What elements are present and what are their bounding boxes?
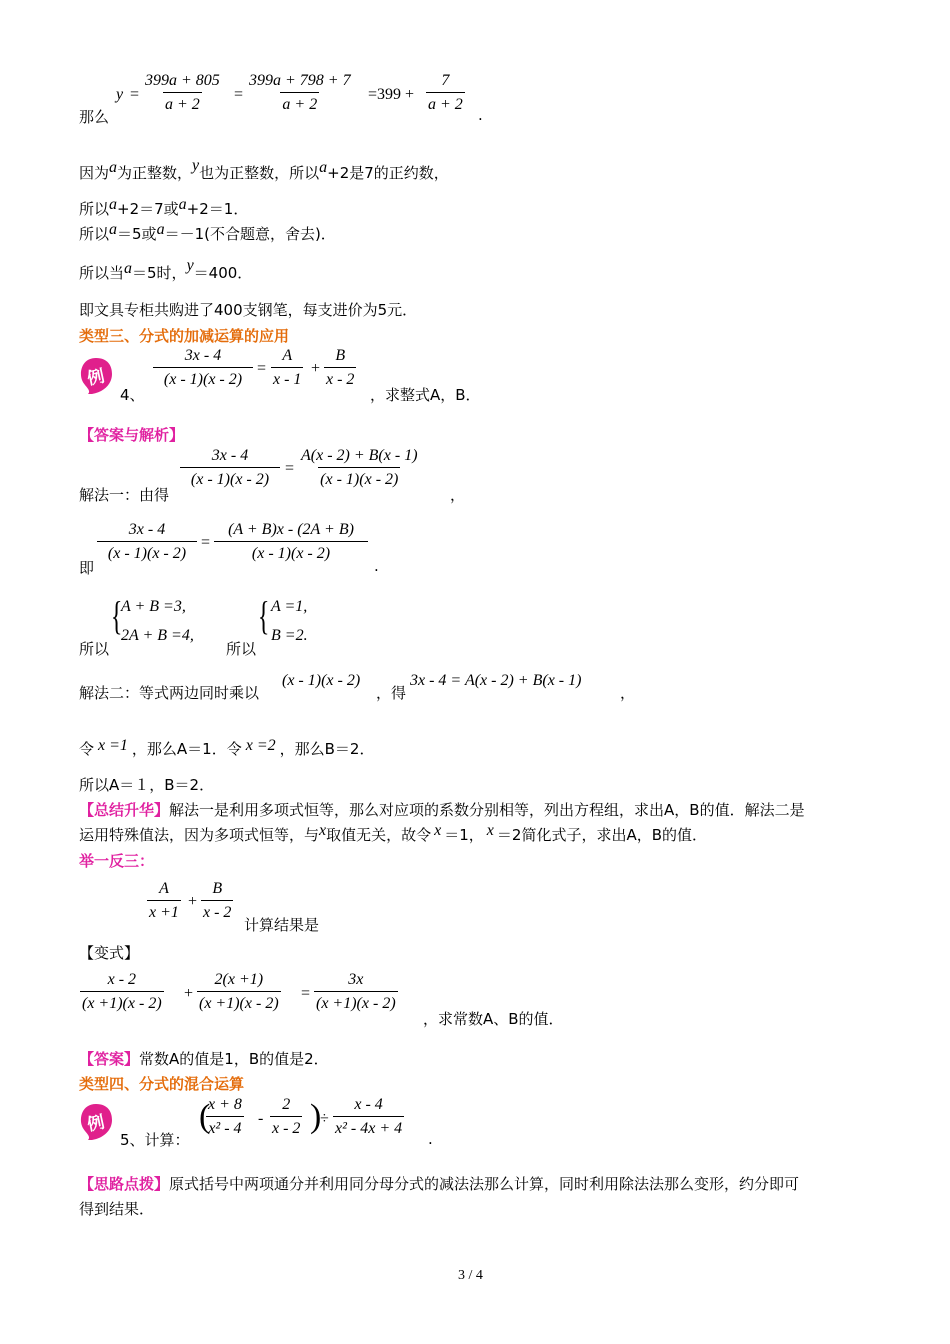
math-op: ÷ (320, 1110, 329, 1127)
math-op: = (285, 460, 295, 477)
text-label: 那么 (79, 108, 110, 126)
fraction: $\frac{7}{a + 2}$ (428, 72, 463, 113)
text-line: 所以a＝5或a＝－1(不合题意，舍去)． (79, 221, 336, 243)
fraction: $\frac{3x - 4}{(x - 1)(x - 2)}$ (97, 522, 197, 562)
fraction: $\frac{3x - 4}{(x - 1)(x - 2)}$ (180, 448, 280, 488)
example-badge-icon: 例 (78, 1102, 114, 1142)
text-label: 所以 (226, 640, 257, 658)
text-label: 即 (79, 559, 95, 577)
example-number: 4、 (120, 386, 145, 404)
math-op: - (258, 1110, 264, 1127)
fraction: $\frac{(A + B)x - (2A + B)}{(x - 1)(x - 2)}$ (214, 522, 368, 562)
fraction: $\frac{A}{x +1}$ (149, 880, 179, 921)
math-var: y (116, 86, 124, 103)
math-expr: (x - 1)(x - 2) (282, 672, 361, 689)
example-badge-icon: 例 (78, 356, 114, 396)
math-op: + (311, 360, 321, 377)
math-op: = (301, 985, 311, 1002)
text-label: 解法一：由得 (79, 486, 170, 504)
fraction: $\frac{2(x +1)}{(x +1)(x - 2)}$ (199, 971, 279, 1012)
equation: A + B =3, (121, 598, 186, 615)
brace-icon: { (110, 593, 123, 638)
text-punct: . (428, 1130, 433, 1148)
paren-right: ) (310, 1098, 322, 1135)
hint-line: 【思路点拨】原式括号中两项通分并利用同分母分式的减法法那么计算，同时利用除法法那么变形，约分即可 (79, 1175, 800, 1193)
practice-heading: 举一反三： (79, 852, 155, 870)
text-punct: . (478, 106, 483, 124)
section-heading: 类型三、分式的加减运算的应用 (79, 327, 290, 345)
text-tail: 计算结果是 (244, 916, 320, 934)
text-tail: ，求常数A、B的值． (423, 1010, 564, 1028)
section-heading: 类型四、分式的混合运算 (79, 1075, 245, 1093)
text-line: ，得 (376, 684, 407, 702)
equation: 2A + B =4, (121, 627, 194, 644)
fraction: $\frac{x + 8}{\text{x² - 4}}$ (208, 1096, 242, 1137)
paren-left: ( (199, 1098, 211, 1135)
math-op: + (188, 893, 198, 910)
text-punct: . (374, 557, 379, 575)
math-expr: 3x - 4 = A(x - 2) + B(x - 1) (410, 672, 582, 689)
text-tail: ，求整式A，B． (370, 386, 481, 404)
text-punct: ， (450, 486, 466, 504)
hint-line: 得到结果． (79, 1200, 155, 1218)
fraction: $\frac{x - 2}{(x +1)(x - 2)}$ (82, 971, 162, 1012)
text-line: 令 x =1 ，那么A＝1．令 x =2 ，那么B＝2． (79, 737, 375, 758)
fraction: $\frac{B}{x - 2}$ (203, 880, 232, 921)
fraction: $\frac{A(x - 2) + B(x - 1)}{(x - 1)(x - 2)}$ (301, 447, 418, 488)
text-label: 所以 (79, 640, 110, 658)
answer-line: 【答案】常数A的值是1，B的值是2． (79, 1050, 329, 1068)
math-op: =399 + (368, 86, 415, 103)
fraction: $\frac{3x - 4}{(x - 1)(x - 2)}$ (153, 348, 253, 388)
fraction: $\frac{x - 4}{\text{x² - 4x + 4}}$ (335, 1096, 403, 1137)
math-op: + (184, 985, 194, 1002)
fraction: $\frac{B}{x - 2}$ (326, 347, 355, 388)
summary-line: 【总结升华】解法一是利用多项式恒等，那么对应项的系数分别相等，列出方程组，求出A，B的值．解法二是 (79, 801, 805, 819)
math-op: = (130, 86, 140, 103)
page-number: 3 / 4 (458, 1268, 483, 1283)
fraction: $\frac{2}{x - 2}$ (272, 1096, 301, 1137)
text-line: 解法二：等式两边同时乘以 (79, 684, 260, 702)
summary-line: 运用特殊值法，因为多项式恒等，与x取值无关，故令 x ＝1， x ＝2简化式子，求出A，B的值． (79, 822, 708, 844)
text-line: 所以当a＝5时，y＝400． (79, 257, 253, 282)
text-punct: ， (620, 684, 636, 702)
text-line: 所以A＝１，B＝2． (79, 776, 215, 794)
equation: B =2. (271, 627, 308, 644)
math-op: = (257, 360, 267, 377)
text-line: 因为a为正整数，y也为正整数，所以a+2是7的正约数， (79, 157, 449, 182)
fraction: $\frac{399a + 798 + 7}{a + 2}$ (249, 72, 351, 113)
math-op: = (234, 86, 244, 103)
example-number: 5、计算： (120, 1131, 190, 1149)
fraction: $\frac{399a + 805}{a + 2}$ (145, 72, 220, 113)
text-line: 即文具专柜共购进了400支钢笔，每支进价为5元． (79, 301, 418, 319)
equation: A =1, (271, 598, 308, 615)
variant-heading: 【变式】 (79, 944, 140, 962)
text-line: 所以a+2＝7或a+2＝1． (79, 196, 249, 218)
math-op: = (201, 534, 211, 551)
fraction: $\frac{A}{x - 1}$ (273, 347, 302, 388)
answer-heading: 【答案与解析】 (79, 426, 185, 444)
fraction: $\frac{3x}{(x +1)(x - 2)}$ (316, 971, 396, 1012)
brace-icon: { (257, 593, 270, 638)
